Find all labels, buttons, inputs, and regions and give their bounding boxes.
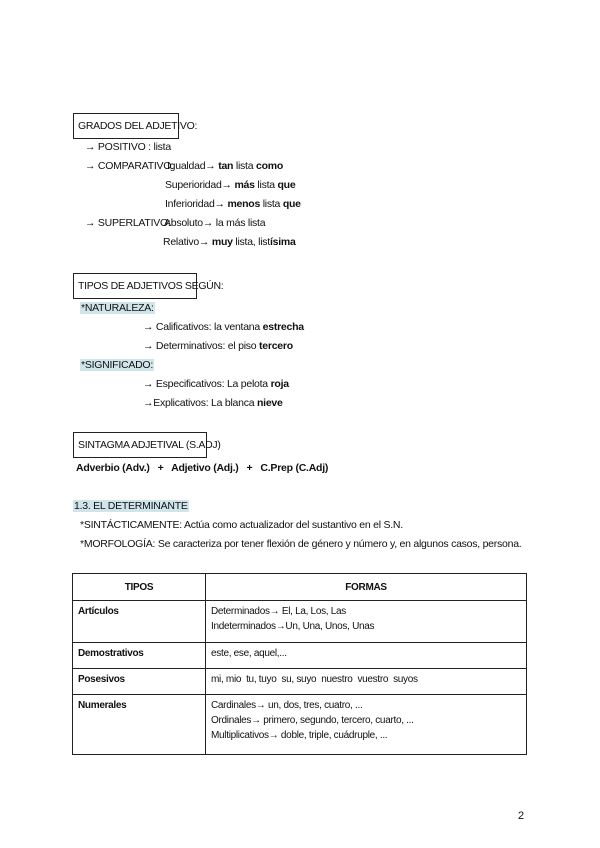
table-row (73, 601, 527, 643)
calificativos-line: → Calificativos: la ventana estrecha (143, 321, 304, 333)
inferioridad-line: Inferioridad→ menos lista que (165, 198, 301, 210)
row-formas: Cardinales→ un, dos, tres, cuatro, ... Ordinales→ primero, segundo, tercero, cuarto, ... Multiplicativos→ doble, triple, cuádruple, ... (206, 695, 527, 755)
row-tipo: Numerales (73, 695, 206, 755)
row-formas: mi, mio tu, tuyo su, suyo nuestro vuestro suyos (206, 669, 527, 695)
grados-title-box (73, 113, 198, 139)
header-tipos: TIPOS (73, 574, 206, 601)
especificativos-line: → Especificativos: La pelota roja (143, 378, 289, 390)
superioridad-line: Superioridad→ más lista que (165, 179, 296, 191)
significado-label: *SIGNIFICADO: (81, 359, 154, 371)
superlativo-label: → SUPERLATIVO: (85, 217, 171, 229)
page-number: 2 (518, 810, 525, 822)
row-formas: Determinados→ El, La, Los, Las Indeterminados→Un, Una, Unos, Unas (206, 601, 527, 643)
sintagma-title-box (73, 432, 221, 458)
determinativos-line: → Determinativos: el piso tercero (143, 340, 293, 352)
sintagma-title: SINTAGMA ADJETIVAL (S.ADJ) (78, 439, 221, 451)
determinante-heading: 1.3. EL DETERMINANTE (74, 500, 188, 512)
table-header-row (73, 574, 527, 601)
positivo-line: → POSITIVO : lista (85, 141, 171, 153)
grados-title: GRADOS DEL ADJETIVO: (78, 120, 198, 132)
explicativos-line: →Explicativos: La blanca nieve (143, 397, 283, 409)
row-tipo: Posesivos (73, 669, 206, 695)
table-row (73, 643, 527, 669)
row-tipo: Demostrativos (73, 643, 206, 669)
row-formas: este, ese, aquel,... (206, 643, 527, 669)
igualdad-line: Igualdad→ tan lista como (167, 160, 283, 172)
naturaleza-label: *NATURALEZA: (81, 302, 154, 314)
sintagma-formula: Adverbio (Adv.) + Adjetivo (Adj.) + C.Prep (C.Adj) (76, 462, 329, 474)
determinantes-table (72, 573, 527, 755)
absoluto-line: Absoluto→ la más lista (164, 217, 266, 229)
row-tipo: Artículos (73, 601, 206, 643)
comparativo-label: → COMPARATIVO: (85, 160, 174, 172)
header-formas: FORMAS (206, 574, 527, 601)
table-row (73, 695, 527, 755)
tipos-title-box (73, 273, 224, 299)
relativo-line: Relativo→ muy lista, listísima (163, 236, 296, 248)
tipos-title: TIPOS DE ADJETIVOS SEGÚN: (78, 280, 224, 292)
table-row (73, 669, 527, 695)
morfologia-line: *MORFOLOGÍA: Se caracteriza por tener flexión de género y número y, en algunos casos, persona. (80, 538, 522, 550)
sintacticamente-line: *SINTÁCTICAMENTE: Actúa como actualizador del sustantivo en el S.N. (80, 519, 403, 531)
